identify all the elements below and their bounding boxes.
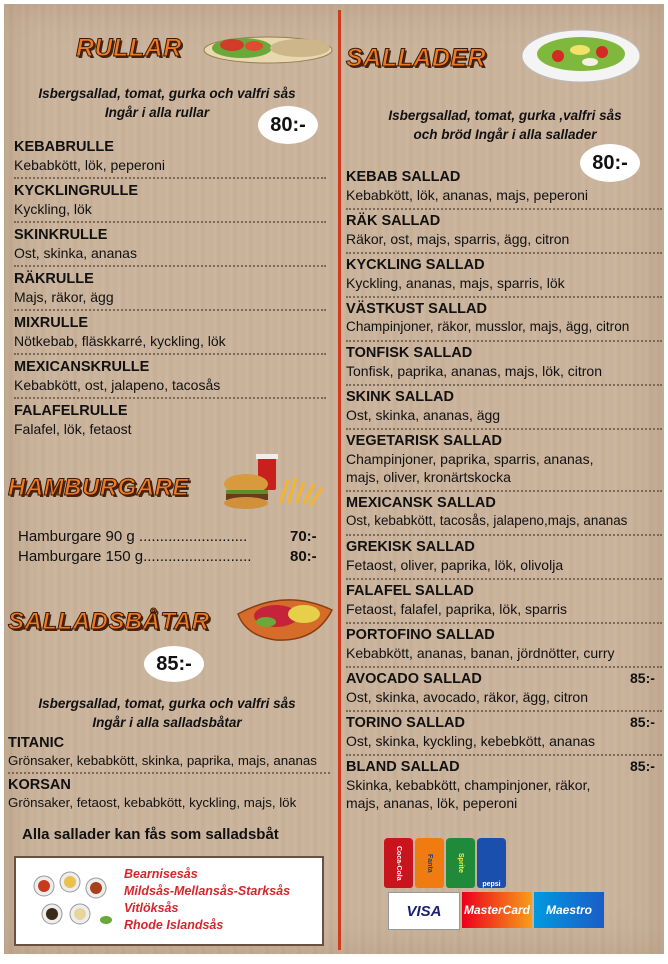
list-item bbox=[346, 626, 615, 662]
item-description: Grönsaker, fetaost, kebabkött, kyckling, majs, lök bbox=[8, 795, 297, 810]
salladsbatar-intro-line1: Isbergsallad, tomat, gurka och valfri sås bbox=[38, 696, 296, 711]
item-separator bbox=[346, 428, 662, 430]
item-description: Grönsaker, kebabkött, skinka, paprika, majs, ananas bbox=[8, 753, 317, 768]
salladsbatar-price-badge: 85:- bbox=[144, 646, 204, 682]
hamburgare-label: Hamburgare 90 g .......................... bbox=[18, 528, 248, 545]
item-name: TONFISK SALLAD bbox=[346, 345, 473, 361]
item-price: 85:- bbox=[630, 670, 655, 686]
item-separator bbox=[346, 252, 662, 254]
item-description: Skinka, kebabkött, champinjoner, räkor, bbox=[346, 777, 591, 793]
sallader-heading: SALLADER bbox=[346, 44, 487, 72]
list-item bbox=[14, 314, 226, 350]
item-separator bbox=[14, 221, 326, 223]
list-item bbox=[346, 432, 593, 486]
visa-logo bbox=[388, 892, 460, 930]
item-name: FALAFEL SALLAD bbox=[346, 583, 474, 599]
can-coca-cola bbox=[384, 838, 413, 888]
maestro-logo bbox=[534, 892, 604, 928]
rullar-intro-line1: Isbergsallad, tomat, gurka och valfri sås bbox=[38, 86, 296, 101]
hamburgare-price: 70:- bbox=[290, 528, 317, 545]
sauce-item: Rhode Islandsås bbox=[124, 918, 224, 932]
salad-plate-illustration bbox=[520, 24, 642, 84]
can-label: Fanta bbox=[426, 853, 433, 873]
item-description: Kebabkött, ananas, banan, jördnötter, curry bbox=[346, 645, 615, 661]
salladsbatar-heading: SALLADSBÅTAR bbox=[8, 608, 210, 635]
item-separator bbox=[346, 208, 662, 210]
item-separator bbox=[346, 578, 662, 580]
can-sprite bbox=[446, 838, 475, 888]
item-separator bbox=[346, 622, 662, 624]
item-name: SKINK SALLAD bbox=[346, 389, 454, 405]
item-description: Nötkebab, fläskkarré, kyckling, lök bbox=[14, 333, 226, 349]
sauce-bowls-image bbox=[24, 868, 116, 934]
item-name: KEBABRULLE bbox=[14, 139, 114, 155]
item-description: Kebabkött, lök, ananas, majs, peperoni bbox=[346, 187, 589, 203]
sallader-intro bbox=[346, 106, 664, 144]
item-description: Fetaost, oliver, paprika, lök, olivolja bbox=[346, 557, 564, 573]
item-name: GREKISK SALLAD bbox=[346, 539, 475, 555]
item-separator bbox=[346, 710, 662, 712]
can-pepsi bbox=[477, 838, 506, 888]
item-description: Majs, räkor, ägg bbox=[14, 289, 114, 305]
sauce-item: Vitlöksås bbox=[124, 901, 179, 915]
item-name: TORINO SALLAD bbox=[346, 715, 465, 731]
item-description: Kyckling, ananas, majs, sparris, lök bbox=[346, 275, 565, 291]
list-item bbox=[14, 402, 132, 438]
item-separator bbox=[14, 265, 326, 267]
item-separator bbox=[346, 754, 662, 756]
list-item bbox=[14, 358, 220, 394]
item-description: Champinjoner, paprika, sparris, ananas, bbox=[346, 451, 594, 467]
list-item bbox=[346, 582, 567, 618]
item-name: SKINKRULLE bbox=[14, 227, 108, 243]
item-description: Ost, skinka, ananas bbox=[14, 245, 137, 261]
item-name: MIXRULLE bbox=[14, 315, 89, 331]
item-separator bbox=[346, 534, 662, 536]
list-item bbox=[346, 538, 563, 574]
list-item bbox=[346, 300, 629, 336]
payment-cards bbox=[388, 892, 606, 928]
item-separator bbox=[14, 177, 326, 179]
rullar-intro-line2: Ingår i alla rullar bbox=[104, 105, 210, 120]
item-price: 85:- bbox=[630, 758, 655, 774]
item-description-cont: majs, oliver, kronärtskocka bbox=[346, 469, 511, 485]
item-name: KYCKLINGRULLE bbox=[14, 183, 139, 199]
sauce-box bbox=[14, 856, 324, 946]
list-item bbox=[346, 256, 565, 292]
item-name: PORTOFINO SALLAD bbox=[346, 627, 495, 643]
item-description: Champinjoner, räkor, musslor, majs, ägg, citron bbox=[346, 319, 630, 334]
item-description: Tonfisk, paprika, ananas, majs, lök, citron bbox=[346, 363, 603, 379]
hamburgare-price: 80:- bbox=[290, 548, 317, 565]
item-name: FALAFELRULLE bbox=[14, 403, 128, 419]
list-item bbox=[346, 344, 602, 380]
list-item bbox=[346, 168, 588, 204]
item-name: BLAND SALLAD bbox=[346, 759, 460, 775]
burger-illustration bbox=[218, 454, 328, 512]
can-label: pepsi bbox=[482, 881, 501, 888]
item-description-cont: majs, ananas, lök, peperoni bbox=[346, 795, 518, 811]
rullar-heading: RULLAR bbox=[76, 34, 182, 62]
item-description: Fetaost, falafel, paprika, lök, sparris bbox=[346, 601, 567, 617]
item-description: Kebabkött, lök, peperoni bbox=[14, 157, 165, 173]
item-name: MEXICANSK SALLAD bbox=[346, 495, 496, 511]
list-item bbox=[14, 270, 114, 306]
item-name: KYCKLING SALLAD bbox=[346, 257, 485, 273]
rullar-price-badge: 80:- bbox=[258, 106, 318, 144]
item-description: Kyckling, lök bbox=[14, 201, 92, 217]
item-description: Räkor, ost, majs, sparris, ägg, citron bbox=[346, 231, 570, 247]
list-item bbox=[14, 138, 165, 174]
can-fanta bbox=[415, 838, 444, 888]
item-name: RÄKRULLE bbox=[14, 271, 94, 287]
item-name: VEGETARISK SALLAD bbox=[346, 433, 503, 449]
sallader-intro-line2: och bröd Ingår i alla sallader bbox=[413, 127, 597, 142]
salad-boat-illustration bbox=[236, 592, 334, 644]
list-item bbox=[346, 494, 627, 530]
hamburgare-label: Hamburgare 150 g.......................... bbox=[18, 548, 252, 565]
wrap-illustration bbox=[202, 28, 334, 68]
item-separator bbox=[14, 397, 326, 399]
list-item bbox=[14, 226, 137, 262]
item-name: VÄSTKUST SALLAD bbox=[346, 301, 487, 317]
list-item bbox=[346, 388, 500, 424]
item-price: 85:- bbox=[630, 714, 655, 730]
hamburgare-row bbox=[18, 528, 247, 546]
list-item bbox=[346, 670, 588, 706]
hamburgare-heading: HAMBURGARE bbox=[8, 474, 189, 501]
column-divider bbox=[338, 10, 341, 950]
sauce-item: Bearnisesås bbox=[124, 867, 198, 881]
item-separator bbox=[14, 353, 326, 355]
item-name: AVOCADO SALLAD bbox=[346, 671, 482, 687]
item-name: MEXICANSKRULLE bbox=[14, 359, 150, 375]
card-label: Maestro bbox=[545, 903, 592, 917]
salladsbatar-note: Alla sallader kan fås som salladsbåt bbox=[22, 826, 279, 843]
can-label: Sprite bbox=[457, 853, 464, 873]
item-description: Kebabkött, ost, jalapeno, tacosås bbox=[14, 377, 221, 393]
list-item bbox=[14, 182, 138, 218]
card-label: VISA bbox=[406, 902, 442, 920]
item-separator bbox=[346, 666, 662, 668]
can-label: Coca-Cola bbox=[395, 845, 402, 881]
item-separator bbox=[346, 340, 662, 342]
item-description: Falafel, lök, fetaost bbox=[14, 421, 132, 437]
item-separator bbox=[346, 296, 662, 298]
item-description: Ost, skinka, avocado, räkor, ägg, citron bbox=[346, 689, 589, 705]
item-separator bbox=[14, 309, 326, 311]
hamburgare-row bbox=[18, 548, 251, 566]
item-description: Ost, kebabkött, tacosås, jalapeno,majs, ananas bbox=[346, 513, 628, 528]
item-separator bbox=[8, 772, 330, 774]
item-separator bbox=[346, 490, 662, 492]
item-separator bbox=[346, 384, 662, 386]
mastercard-logo bbox=[462, 892, 532, 928]
list-item bbox=[346, 714, 595, 750]
sauce-item: Mildsås-Mellansås-Starksås bbox=[124, 884, 291, 898]
menu-page bbox=[4, 4, 664, 954]
drink-cans bbox=[384, 838, 508, 888]
salladsbatar-intro bbox=[8, 694, 326, 732]
list-item bbox=[346, 758, 590, 812]
sallader-price-badge: 80:- bbox=[580, 144, 640, 182]
item-name: TITANIC bbox=[8, 735, 65, 751]
list-item bbox=[8, 734, 317, 770]
item-description: Ost, skinka, kyckling, kebebkött, ananas bbox=[346, 733, 596, 749]
list-item bbox=[346, 212, 569, 248]
sallader-intro-line1: Isbergsallad, tomat, gurka ,valfri sås bbox=[388, 108, 622, 123]
card-label: MasterCard bbox=[463, 903, 531, 917]
item-description: Ost, skinka, ananas, ägg bbox=[346, 407, 501, 423]
list-item bbox=[8, 776, 296, 812]
salladsbatar-intro-line2: Ingår i alla salladsbåtar bbox=[92, 715, 242, 730]
item-name: RÄK SALLAD bbox=[346, 213, 441, 229]
sauce-list bbox=[124, 866, 290, 934]
item-name: KORSAN bbox=[8, 777, 71, 793]
item-name: KEBAB SALLAD bbox=[346, 169, 461, 185]
